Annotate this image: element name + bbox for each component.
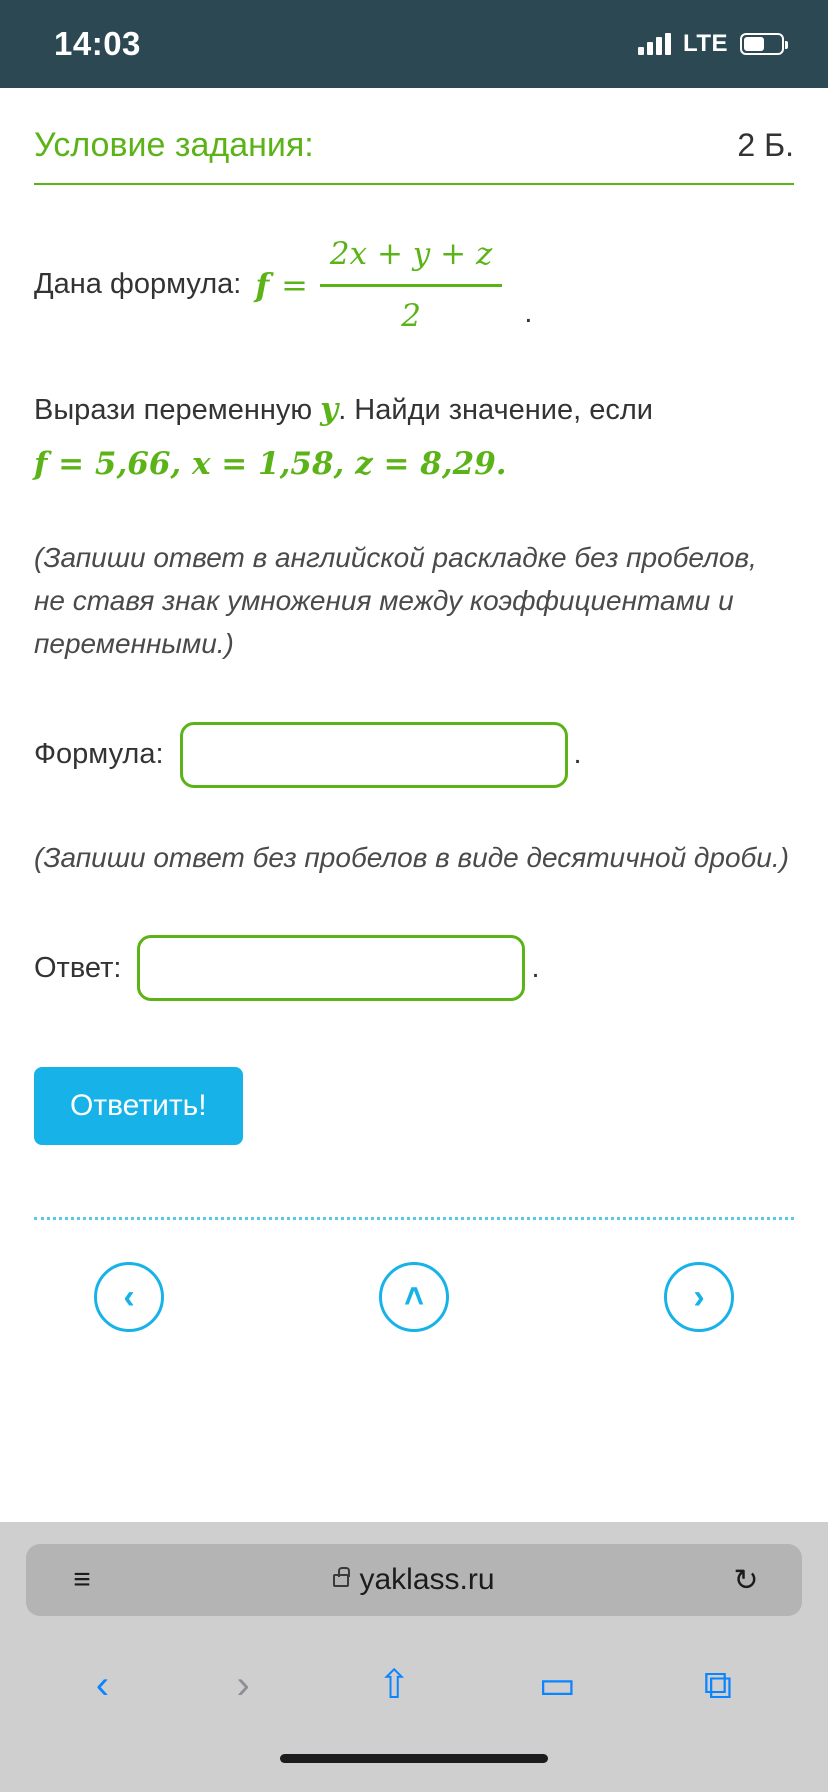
given-formula-line: [34, 231, 794, 339]
answer-row-period: .: [531, 951, 540, 984]
home-indicator-area: [0, 1740, 828, 1792]
status-indicators: [638, 30, 784, 58]
answer-field-label: Ответ:: [34, 951, 122, 984]
formula-trailing-period: .: [524, 296, 533, 329]
instruction-text-1: Вырази переменную: [34, 394, 313, 426]
reload-icon[interactable]: ↻: [733, 1563, 759, 1597]
browser-url-bar: [0, 1522, 828, 1630]
given-values-line: f = 5,66, x = 1,58, z = 8,29.: [34, 446, 507, 483]
signal-bars-icon: [638, 33, 671, 55]
chevron-up-circle-icon[interactable]: ˄: [379, 1262, 449, 1332]
back-icon[interactable]: ‹: [95, 1662, 110, 1707]
forward-icon[interactable]: ›: [236, 1662, 250, 1707]
note-formula-format: (Запиши ответ в английской раскладке без пробелов, не ставя знак умножения между коэффициентами и переменными.): [34, 541, 757, 660]
network-type-label: LTE: [682, 30, 728, 57]
lock-icon: [333, 1574, 349, 1587]
browser-toolbar: [0, 1630, 828, 1740]
formula-field-label: Формула:: [34, 738, 164, 771]
tabs-icon[interactable]: ⧉: [703, 1662, 733, 1707]
formula-numerator: 2x + y + z: [329, 236, 493, 272]
share-icon[interactable]: ⇧: [377, 1663, 411, 1707]
formula-answer-row: [34, 722, 794, 788]
task-navigation: [34, 1262, 794, 1332]
points-badge: 2 Б.: [737, 127, 794, 163]
reader-view-icon[interactable]: ≡: [73, 1563, 91, 1596]
note-answer-format: (Запиши ответ без пробелов в виде десятичной дроби.): [34, 841, 789, 873]
formula-expression: [255, 231, 532, 339]
formula-fraction: [320, 231, 502, 339]
formula-denominator: 2: [401, 297, 421, 334]
formula-equals: =: [281, 266, 308, 304]
url-pill[interactable]: [26, 1544, 802, 1616]
instruction-text-2: . Найди значение, если: [338, 394, 653, 426]
section-divider: [34, 1217, 794, 1220]
bookmarks-icon[interactable]: ▭: [538, 1663, 577, 1707]
chevron-right-circle-icon[interactable]: ›: [664, 1262, 734, 1332]
status-bar: [0, 0, 828, 88]
numeric-answer-row: [34, 935, 794, 1001]
given-formula-prefix: Дана формула:: [34, 268, 242, 301]
answer-input[interactable]: [137, 935, 525, 1001]
page-content: [0, 88, 828, 1522]
battery-icon: [740, 33, 784, 55]
formula-row-period: .: [573, 738, 582, 771]
page-title: Условие задания:: [34, 126, 314, 164]
instruction-line: [34, 385, 794, 433]
chevron-left-circle-icon[interactable]: ‹: [94, 1262, 164, 1332]
formula-lhs: f: [255, 266, 270, 304]
task-header: [34, 88, 794, 185]
home-indicator[interactable]: [280, 1754, 548, 1763]
status-time: 14:03: [54, 25, 141, 62]
submit-answer-button[interactable]: Ответить!: [34, 1067, 243, 1145]
formula-input[interactable]: [180, 722, 568, 788]
url-text-container[interactable]: [110, 1563, 718, 1597]
instruction-variable: y: [320, 391, 339, 427]
url-text: yaklass.ru: [359, 1563, 495, 1596]
